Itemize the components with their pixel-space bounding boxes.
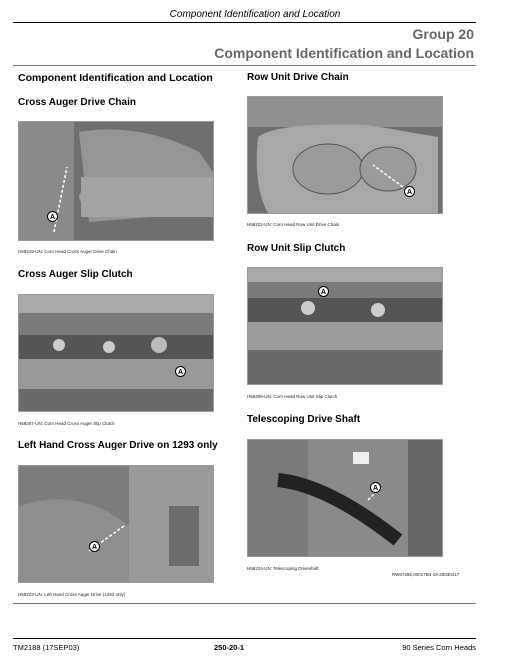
- row-unit-drive-chain-heading: Row Unit Drive Chain: [247, 72, 349, 83]
- telescoping-drive-shaft-heading: Telescoping Drive Shaft: [247, 414, 361, 425]
- figure-caption: H59206-UN: Corn Head Row Unit Slip Clutch: [247, 394, 338, 399]
- left-hand-cross-auger-drive-heading: Left Hand Cross Auger Drive on 1293 only: [18, 440, 218, 451]
- callout-a: A: [404, 186, 415, 197]
- callout-a: A: [47, 211, 58, 222]
- cross-auger-slip-clutch-photo: [18, 294, 214, 412]
- header-rule: [13, 22, 476, 23]
- footer-rule: [13, 638, 476, 639]
- page-number: 250-20-1: [214, 643, 245, 652]
- cross-auger-drive-chain-heading: Cross Auger Drive Chain: [18, 97, 136, 108]
- row-unit-drive-chain-photo: [247, 96, 443, 214]
- cross-auger-drive-chain-photo: [18, 121, 214, 241]
- row-unit-slip-clutch-photo: [247, 267, 443, 385]
- row-unit-slip-clutch-heading: Row Unit Slip Clutch: [247, 243, 346, 254]
- running-head: Component Identification and Location: [169, 9, 341, 20]
- group-title: Group 20: [412, 26, 474, 42]
- figure-caption: H59222-UN: Corn Head Row Unit Drive Chain: [247, 222, 340, 227]
- figure-caption: H59207-UN: Corn Head Cross Auger Slip Clutch: [18, 421, 115, 426]
- callout-a: A: [318, 286, 329, 297]
- callout-a: A: [175, 366, 186, 377]
- telescoping-drive-shaft-photo: [247, 439, 443, 557]
- section-title: Component Identification and Location: [214, 45, 474, 61]
- figure-caption: H59219-UN: Corn Head Cross Auger Drive Chain: [18, 249, 117, 254]
- footer-right: 90 Series Corn Heads: [402, 643, 476, 652]
- cross-auger-slip-clutch-heading: Cross Auger Slip Clutch: [18, 269, 133, 280]
- figure-caption: H59224-UN: Telescoping Driveshaft: [247, 566, 319, 571]
- left-main-heading: Component Identification and Location: [18, 72, 213, 84]
- footer-left: TM2188 (17SEP03): [13, 643, 80, 652]
- callout-a: A: [89, 541, 100, 552]
- figure-caption: H59223-UN: Left Hand Cross Auger Drive (1293 only): [18, 592, 126, 597]
- callout-a: A: [370, 482, 381, 493]
- left-hand-cross-auger-drive-photo: [18, 465, 214, 583]
- reference-code: RW67265,00017B4-19-20030417: [392, 572, 460, 577]
